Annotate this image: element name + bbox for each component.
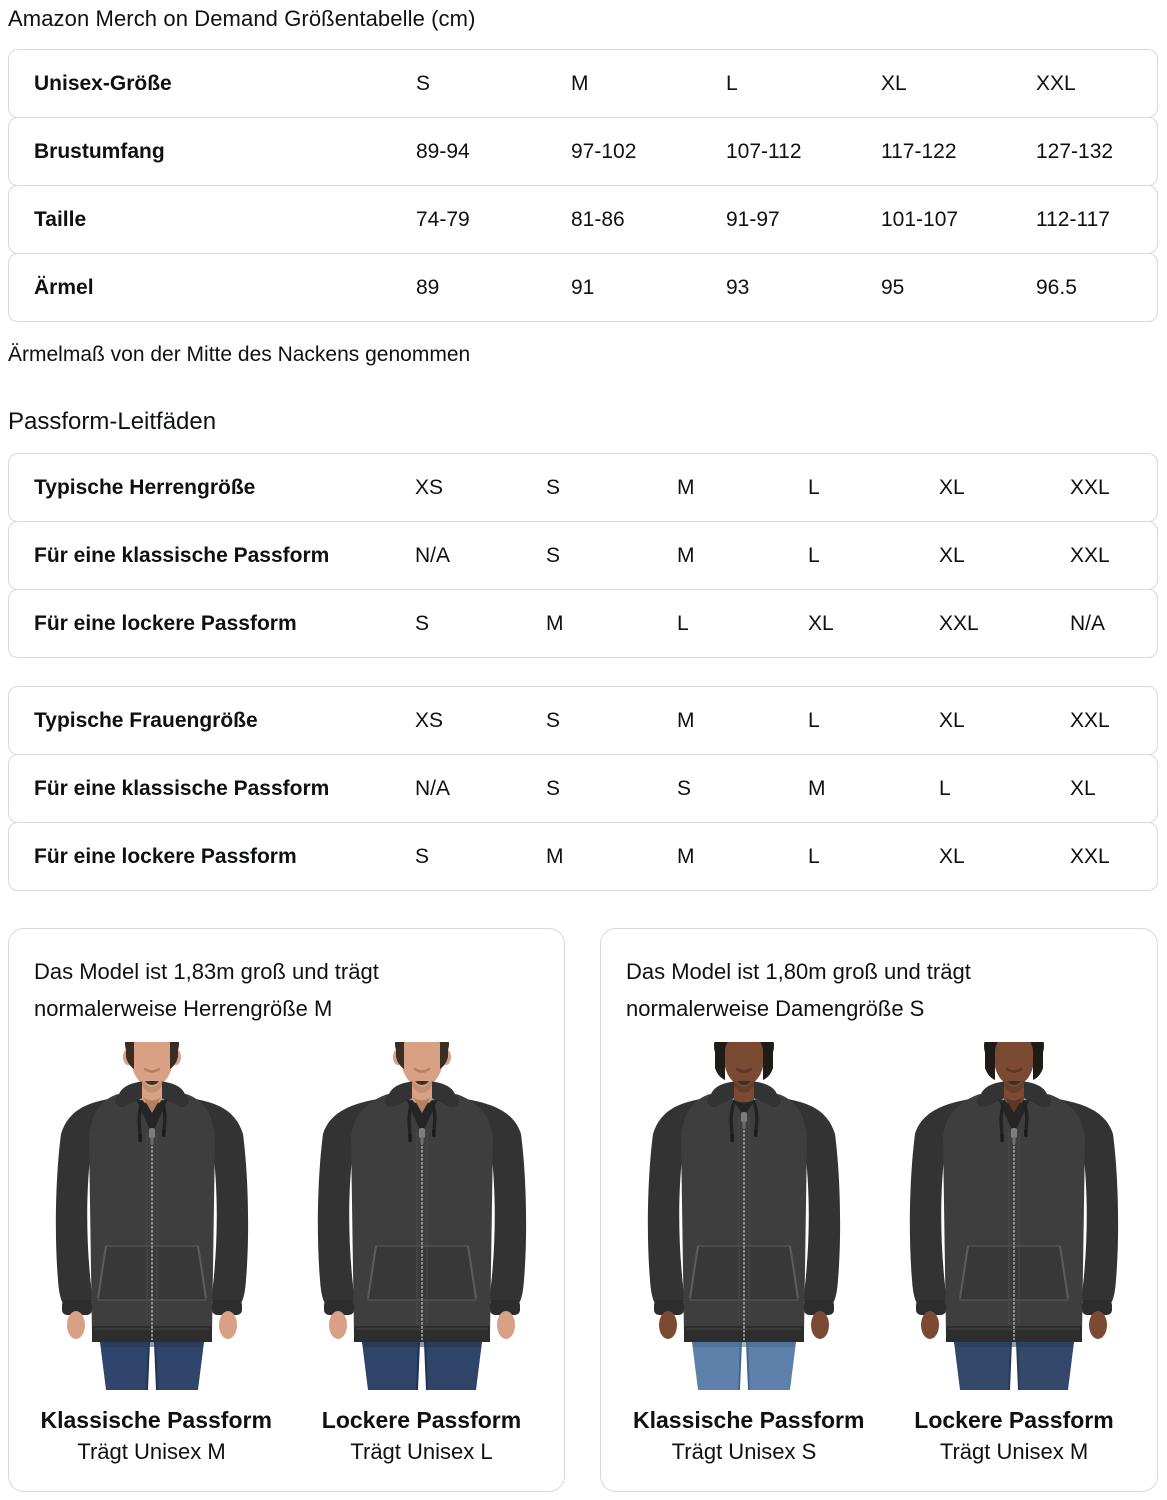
table-row bbox=[8, 453, 1158, 522]
size-value: 101-107 bbox=[881, 207, 959, 231]
table-row bbox=[8, 49, 1158, 118]
size-value: XL bbox=[939, 844, 965, 868]
row-label: Brustumfang bbox=[34, 139, 165, 163]
row-label: Für eine klassische Passform bbox=[34, 543, 330, 567]
size-value: M bbox=[546, 844, 564, 868]
photo-caption bbox=[633, 1405, 865, 1469]
size-value: S bbox=[416, 71, 431, 95]
table-row bbox=[8, 185, 1158, 254]
size-value: 89 bbox=[416, 275, 440, 299]
fit-caption-size: Trägt Unisex M bbox=[939, 1439, 1089, 1464]
row-label: Ärmel bbox=[34, 275, 94, 299]
size-value: 97-102 bbox=[571, 139, 637, 163]
size-value: 117-122 bbox=[881, 139, 957, 163]
size-value: S bbox=[546, 543, 561, 567]
size-value: L bbox=[726, 71, 738, 95]
womens-fit-table bbox=[8, 686, 1158, 891]
model-photo-classic-fit bbox=[41, 1042, 263, 1390]
card-description: Das Model ist 1,80m groß und trägt normalerweise Damengröße S bbox=[626, 959, 971, 1021]
size-value: L bbox=[939, 776, 951, 800]
row-label: Für eine lockere Passform bbox=[34, 611, 297, 635]
size-value: M bbox=[546, 611, 564, 635]
row-label: Typische Frauengröße bbox=[34, 708, 258, 732]
female-model-card bbox=[600, 928, 1158, 1492]
photo-caption bbox=[40, 1405, 272, 1469]
size-value: N/A bbox=[415, 543, 451, 567]
row-label: Typische Herrengröße bbox=[34, 475, 256, 499]
size-value: M bbox=[677, 708, 695, 732]
size-value: 112-117 bbox=[1036, 207, 1110, 231]
size-value: 91-97 bbox=[726, 207, 780, 231]
size-value: XS bbox=[415, 708, 444, 732]
size-value: XL bbox=[939, 475, 965, 499]
model-photo-classic-fit bbox=[633, 1042, 855, 1390]
fit-guides-heading: Passform-Leitfäden bbox=[8, 408, 217, 435]
model-cards bbox=[8, 928, 1158, 1492]
size-value: XXL bbox=[1070, 844, 1110, 868]
row-label: Für eine klassische Passform bbox=[34, 776, 330, 800]
table-row bbox=[8, 253, 1158, 322]
size-value: N/A bbox=[1070, 611, 1106, 635]
size-value: XL bbox=[939, 708, 965, 732]
size-value: XS bbox=[415, 475, 444, 499]
fit-caption-size: Trägt Unisex M bbox=[77, 1439, 226, 1464]
fit-caption-size: Trägt Unisex L bbox=[350, 1439, 493, 1464]
size-value: L bbox=[808, 475, 820, 499]
size-value: 96.5 bbox=[1036, 275, 1077, 299]
size-value: M bbox=[677, 844, 695, 868]
mens-fit-table bbox=[8, 453, 1158, 658]
size-value: 91 bbox=[571, 275, 595, 299]
sleeve-note: Ärmelmaß von der Mitte des Nackens genommen bbox=[8, 343, 471, 366]
unisex-size-table bbox=[8, 49, 1158, 322]
table-row bbox=[8, 589, 1158, 658]
card-description: Das Model ist 1,83m groß und trägt normalerweise Herrengröße M bbox=[34, 959, 379, 1021]
row-label: Taille bbox=[34, 207, 87, 231]
fit-caption-title: Lockere Passform bbox=[914, 1407, 1114, 1433]
fit-caption-title: Lockere Passform bbox=[321, 1407, 522, 1433]
size-value: XXL bbox=[1070, 543, 1110, 567]
size-value: 127-132 bbox=[1036, 139, 1114, 163]
size-value: 107-112 bbox=[726, 139, 802, 163]
size-value: M bbox=[571, 71, 589, 95]
size-value: 95 bbox=[881, 275, 905, 299]
model-photo-loose-fit bbox=[311, 1042, 533, 1390]
size-value: XL bbox=[881, 71, 907, 95]
table-row bbox=[8, 521, 1158, 590]
size-value: 93 bbox=[726, 275, 750, 299]
photo-caption bbox=[311, 1405, 533, 1469]
size-value: S bbox=[415, 844, 430, 868]
size-value: 81-86 bbox=[571, 207, 625, 231]
size-value: L bbox=[808, 543, 820, 567]
size-value: N/A bbox=[415, 776, 451, 800]
size-value: 74-79 bbox=[416, 207, 470, 231]
table-row bbox=[8, 686, 1158, 755]
size-value: M bbox=[677, 543, 695, 567]
size-value: XL bbox=[1070, 776, 1096, 800]
size-value: XXL bbox=[939, 611, 979, 635]
size-value: XXL bbox=[1036, 71, 1076, 95]
size-value: S bbox=[546, 776, 561, 800]
size-value: S bbox=[677, 776, 692, 800]
male-model-card bbox=[8, 928, 565, 1492]
size-value: XL bbox=[808, 611, 834, 635]
row-label: Für eine lockere Passform bbox=[34, 844, 297, 868]
size-value: M bbox=[808, 776, 826, 800]
size-value: S bbox=[546, 708, 561, 732]
table-row bbox=[8, 754, 1158, 823]
row-label: Unisex-Größe bbox=[34, 71, 172, 95]
page-title: Amazon Merch on Demand Größentabelle (cm) bbox=[8, 6, 476, 31]
size-value: M bbox=[677, 475, 695, 499]
table-row bbox=[8, 117, 1158, 186]
size-value: XXL bbox=[1070, 708, 1110, 732]
fit-caption-title: Klassische Passform bbox=[40, 1407, 272, 1433]
size-value: XXL bbox=[1070, 475, 1110, 499]
size-value: L bbox=[808, 844, 820, 868]
size-value: L bbox=[808, 708, 820, 732]
size-value: 89-94 bbox=[416, 139, 470, 163]
size-value: XL bbox=[939, 543, 965, 567]
model-photo-loose-fit bbox=[903, 1042, 1125, 1390]
fit-caption-title: Klassische Passform bbox=[633, 1407, 865, 1433]
size-value: S bbox=[546, 475, 561, 499]
fit-caption-size: Trägt Unisex S bbox=[671, 1439, 817, 1464]
size-value: S bbox=[415, 611, 430, 635]
photo-caption bbox=[903, 1405, 1125, 1469]
size-value: L bbox=[677, 611, 689, 635]
table-row bbox=[8, 822, 1158, 891]
